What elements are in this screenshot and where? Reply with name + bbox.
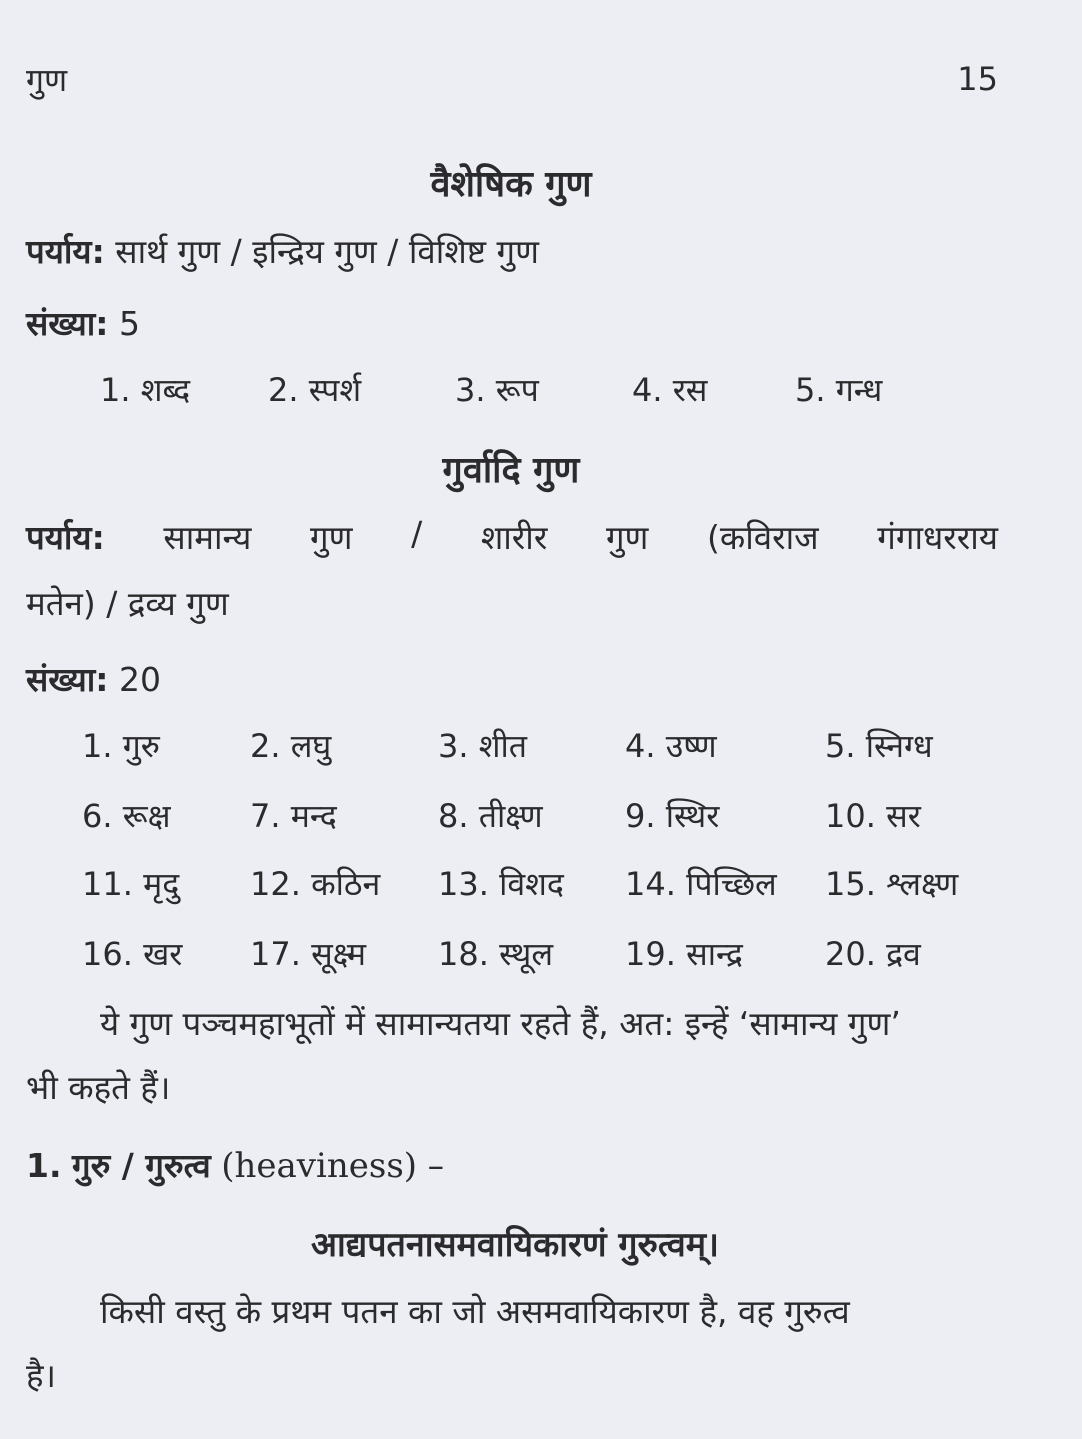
list-item: 10. सर xyxy=(825,797,921,835)
guru-sutra: आद्यपतनासमवायिकारणं गुरुत्वम्। xyxy=(311,1225,719,1265)
list-item: 12. कठिन xyxy=(250,865,381,903)
synonym-word: सामान्य xyxy=(163,518,252,557)
count-label: संख्या: xyxy=(26,304,109,343)
synonyms-label: पर्याय: xyxy=(26,518,105,557)
list-item: 2. लघु xyxy=(250,727,332,765)
synonym-word: (कविराज xyxy=(707,518,819,557)
list-item: 4. उष्ण xyxy=(625,727,717,765)
count-value: 20 xyxy=(119,660,161,699)
list-item: 14. पिच्छिल xyxy=(625,865,777,903)
list-item: 13. विशद xyxy=(438,865,564,903)
list-item: 8. तीक्ष्ण xyxy=(438,797,543,835)
list-item: 2. स्पर्श xyxy=(268,371,362,409)
vaisheshika-count xyxy=(26,300,140,345)
list-item: 11. मृदु xyxy=(82,865,180,903)
list-item: 3. रूप xyxy=(455,371,539,409)
guru-explanation-line2: है। xyxy=(26,1356,57,1395)
vaisheshika-synonyms xyxy=(26,228,539,273)
synonyms-label: पर्याय: xyxy=(26,232,105,271)
guru-heading-english: (heaviness) xyxy=(221,1146,418,1186)
synonym-word: / xyxy=(411,514,423,553)
gurvadi-synonyms-line2: मतेन) / द्रव्य गुण xyxy=(26,584,229,623)
list-item: 19. सान्द्र xyxy=(625,935,743,973)
list-item: 15. श्लक्ष्ण xyxy=(825,865,959,903)
gurvadi-note-line1: ये गुण पञ्चमहाभूतों में सामान्यतया रहते हैं, अत: इन्हें ‘सामान्य गुण’ xyxy=(100,1004,901,1043)
synonyms-text: सार्थ गुण / इन्द्रिय गुण / विशिष्ट गुण xyxy=(115,232,539,271)
guru-explanation-line1: किसी वस्तु के प्रथम पतन का जो असमवायिकारण है, वह गुरुत्व xyxy=(100,1292,850,1331)
list-item: 9. स्थिर xyxy=(625,797,720,835)
list-item: 5. गन्ध xyxy=(795,371,883,409)
list-item: 16. खर xyxy=(82,935,183,973)
list-item: 1. शब्द xyxy=(100,371,191,409)
guru-heading-dash: – xyxy=(427,1146,445,1185)
list-item: 1. गुरु xyxy=(82,727,160,765)
list-item: 3. शीत xyxy=(438,727,527,765)
list-item: 4. रस xyxy=(632,371,708,409)
list-item: 5. स्निग्ध xyxy=(825,727,933,765)
synonym-word: गुण xyxy=(310,518,353,557)
list-item: 17. सूक्ष्म xyxy=(250,935,367,973)
synonym-word: गुण xyxy=(605,518,649,557)
gurvadi-synonyms-line1 xyxy=(26,514,998,559)
synonym-word: शारीर xyxy=(480,518,548,557)
list-item: 20. द्रव xyxy=(825,935,921,973)
gurvadi-count xyxy=(26,656,161,701)
page-number: 15 xyxy=(957,60,998,98)
section-title-vaisheshika: वैशेषिक गुण xyxy=(430,164,592,205)
list-item: 7. मन्द xyxy=(250,797,337,835)
guru-heading-title: गुरु / गुरुत्व xyxy=(72,1146,211,1185)
count-value: 5 xyxy=(119,304,140,343)
running-header-chapter: गुण xyxy=(26,61,68,99)
section-title-gurvadi: गुर्वादि गुण xyxy=(442,450,580,491)
guru-heading-number: 1. xyxy=(26,1146,62,1185)
list-item: 6. रूक्ष xyxy=(82,797,171,835)
count-label: संख्या: xyxy=(26,660,109,699)
guru-heading xyxy=(26,1142,444,1187)
gurvadi-note-line2: भी कहते हैं। xyxy=(26,1068,171,1107)
list-item: 18. स्थूल xyxy=(438,935,554,973)
synonym-word: गंगाधरराय xyxy=(877,518,998,557)
